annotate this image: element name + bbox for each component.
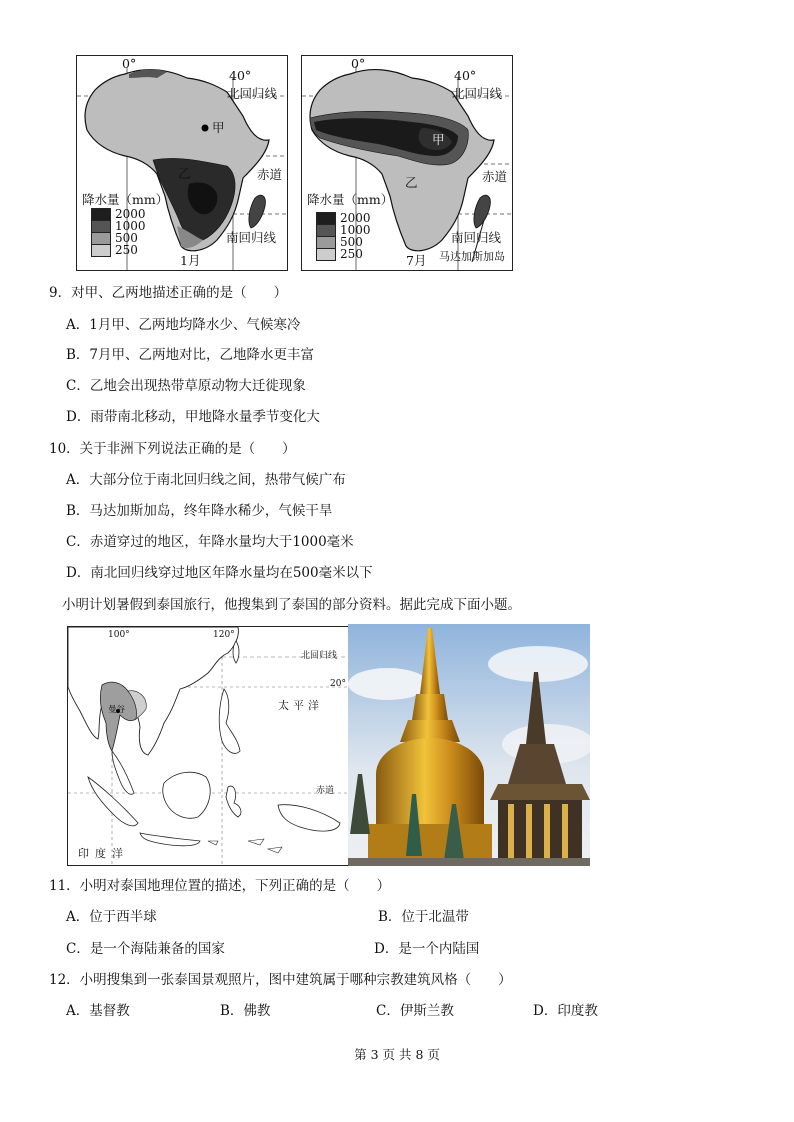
prime-meridian-label: 0° — [351, 56, 366, 71]
question-11-option-c[interactable]: C．是一个海陆兼备的国家 — [66, 941, 225, 957]
longitude-40-label: 40° — [454, 68, 477, 83]
question-9-option-a[interactable]: A．1月甲、乙两地均降水少、气候寒冷 — [66, 317, 301, 333]
question-10-option-c[interactable]: C．赤道穿过的地区，年降水量均大于1000毫米 — [66, 534, 354, 550]
place-yi-label: 乙 — [178, 166, 191, 181]
equator-label: 赤道 — [482, 169, 508, 184]
legend-label: 500 — [115, 231, 138, 245]
question-11-stem: 11．小明对泰国地理位置的描述，下列正确的是（ ） — [49, 878, 391, 894]
southeast-asia-map — [67, 626, 349, 866]
legend-label: 2000 — [115, 207, 146, 221]
question-9-option-c[interactable]: C．乙地会出现热带草原动物大迁徙现象 — [66, 378, 306, 394]
tropic-of-cancer-label: 北回归线 — [301, 651, 338, 661]
legend-label: 2000 — [340, 211, 371, 225]
legend-label: 250 — [340, 247, 363, 261]
question-9-stem: 9．对甲、乙两地描述正确的是（ ） — [49, 285, 288, 301]
legend-title: 降水量（mm） — [307, 192, 394, 207]
tropic-of-capricorn-label: 南回归线 — [451, 230, 502, 245]
place-jia-label: 甲 — [432, 132, 445, 147]
question-10-option-b[interactable]: B．马达加斯加岛，终年降水稀少，气候干旱 — [66, 503, 333, 519]
equator-label: 赤道 — [257, 167, 283, 182]
thailand-intro-text: 小明计划暑假到泰国旅行，他搜集到了泰国的部分资料。据此完成下面小题。 — [62, 597, 521, 613]
question-12-option-c[interactable]: C．伊斯兰教 — [376, 1003, 454, 1019]
place-yi-label: 乙 — [405, 175, 418, 190]
legend-title: 降水量（mm） — [82, 192, 169, 207]
legend-swatch — [91, 244, 111, 257]
question-12-option-a[interactable]: A．基督教 — [66, 1003, 130, 1019]
question-10-option-d[interactable]: D．南北回归线穿过地区年降水量均在500毫米以下 — [66, 565, 373, 581]
bangkok-label: 曼谷 — [108, 705, 126, 715]
madagascar-label: 马达加斯加岛 — [439, 250, 505, 263]
longitude-40-label: 40° — [229, 68, 252, 83]
question-10-option-a[interactable]: A．大部分位于南北回归线之间，热带气候广布 — [66, 472, 346, 488]
prime-meridian-label: 0° — [122, 56, 137, 71]
africa-precipitation-maps — [76, 55, 516, 271]
question-11-option-b[interactable]: B．位于北温带 — [378, 909, 469, 925]
question-10-stem: 10．关于非洲下列说法正确的是（ ） — [49, 441, 296, 457]
legend-swatch — [316, 248, 336, 261]
longitude-120-label: 120° — [213, 630, 235, 640]
legend-label: 1000 — [340, 223, 371, 237]
thai-temple-illustration — [348, 624, 590, 866]
legend-label: 250 — [115, 243, 138, 257]
question-11-option-d[interactable]: D．是一个内陆国 — [374, 941, 480, 957]
page-number-footer: 第 3 页 共 8 页 — [354, 1047, 440, 1062]
tropic-of-cancer-label: 北回归线 — [452, 86, 503, 101]
legend-item-250 — [91, 244, 138, 256]
question-11-option-a[interactable]: A．位于西半球 — [66, 909, 157, 925]
tropic-of-cancer-label: 北回归线 — [227, 86, 278, 101]
question-9-option-d[interactable]: D．雨带南北移动，甲地降水量季节变化大 — [66, 409, 320, 425]
legend-label: 1000 — [115, 219, 146, 233]
africa-map-january — [76, 55, 288, 271]
month-label: 7月 — [406, 253, 427, 268]
question-12-option-d[interactable]: D．印度教 — [533, 1003, 598, 1019]
place-jia-label: 甲 — [212, 120, 225, 135]
thai-temple-photo — [348, 624, 590, 866]
latitude-20-label: 20° — [330, 679, 346, 689]
tropic-of-capricorn-label: 南回归线 — [226, 230, 277, 245]
question-12-option-b[interactable]: B．佛教 — [220, 1003, 271, 1019]
pacific-ocean-label: 太平洋 — [278, 699, 323, 712]
longitude-100-label: 100° — [108, 630, 130, 640]
month-label: 1月 — [180, 253, 201, 268]
indian-ocean-label: 印度洋 — [78, 847, 129, 860]
equator-label: 赤道 — [316, 786, 335, 796]
africa-map-july — [301, 55, 513, 271]
legend-item-250 — [316, 248, 363, 260]
legend-label: 500 — [340, 235, 363, 249]
question-9-option-b[interactable]: B．7月甲、乙两地对比，乙地降水更丰富 — [66, 347, 315, 363]
question-12-stem: 12．小明搜集到一张泰国景观照片，图中建筑属于哪种宗教建筑风格（ ） — [49, 972, 512, 988]
